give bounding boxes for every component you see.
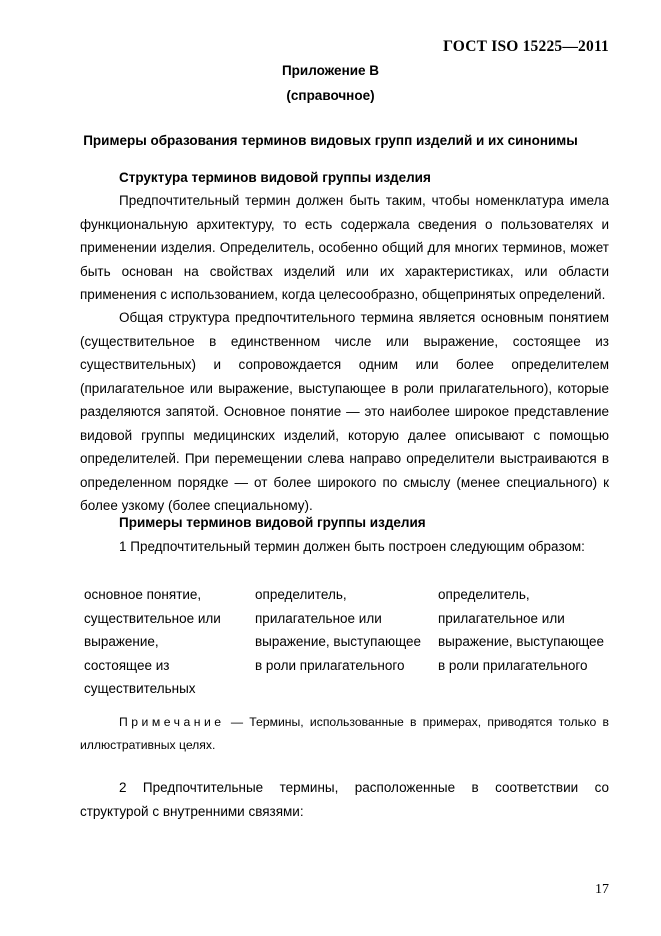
column-line: выражение, — [84, 634, 159, 649]
standard-designation: ГОСТ ISO 15225—2011 — [443, 38, 609, 55]
note-label: Примечание — [119, 715, 225, 729]
column-line: в роли прилагательного — [255, 657, 405, 673]
column-line: состоящее из — [84, 657, 170, 673]
example-item-2-line-1: 2 Предпочтительные термины, расположенные в соответствии со — [119, 780, 609, 795]
column-line: существительное или — [84, 610, 221, 626]
section-title: Примеры образования терминов видовых групп изделий и их синонимы — [83, 133, 578, 148]
example-item-2-line-2: структурой с внутренними связями: — [80, 803, 304, 819]
note — [80, 711, 609, 757]
column-line: выражение, выступающее — [438, 634, 605, 649]
examples-heading: Примеры терминов видовой группы изделия — [119, 515, 426, 530]
column-line: в роли прилагательного — [438, 657, 588, 673]
column-line: существительных — [84, 681, 196, 696]
column-line: определитель, — [438, 587, 530, 602]
annex-title: Приложение В — [281, 63, 380, 78]
column-line: прилагательное или — [255, 610, 382, 626]
note-text: — Термины, использованные в примерах, приводятся только в иллюстративных целях. — [80, 715, 609, 752]
column-qualifier-1 — [255, 583, 421, 677]
example-item-2 — [80, 776, 609, 823]
annex-subtitle: (справочное) — [286, 88, 375, 103]
column-line: выражение, выступающее — [255, 634, 422, 649]
column-line: основное понятие, — [84, 587, 202, 602]
structure-paragraph-2: Общая структура предпочтительного термина является основным понятием (существительное в единственном числе или выражение, состоящее из существительных) и сопровождается одним или более определителем (прилагательное или выражение, выступающее в роли прилагательного), которые разделяются запятой. Основное понятие — это наиболее широкое представление видовой группы медицинских изделий, которую далее описывают с помощью определителей. При перемещении слева направо определители выстраиваются в определенном порядке — от более широкого по смыслу (менее специального) к более узкому (более специальному). — [80, 310, 609, 513]
column-line: определитель, — [255, 587, 347, 602]
structure-heading: Структура терминов видовой группы изделия — [119, 170, 431, 185]
structure-paragraph-1: Предпочтительный термин должен быть таким, чтобы номенклатура имела функциональную архитектуру, то есть содержала сведения о пользователях и применении изделия. Определитель, особенно общий для многих терминов, может быть основан на свойствах изделий или их характеристиках, или области применения с использованием, когда целесообразно, общепринятых определений. — [80, 193, 609, 302]
column-base-concept — [84, 583, 221, 701]
column-qualifier-2 — [438, 583, 604, 677]
page-number: 17 — [595, 882, 609, 897]
column-line: прилагательное или — [438, 610, 565, 626]
example-item-1: 1 Предпочтительный термин должен быть построен следующим образом: — [119, 539, 585, 554]
